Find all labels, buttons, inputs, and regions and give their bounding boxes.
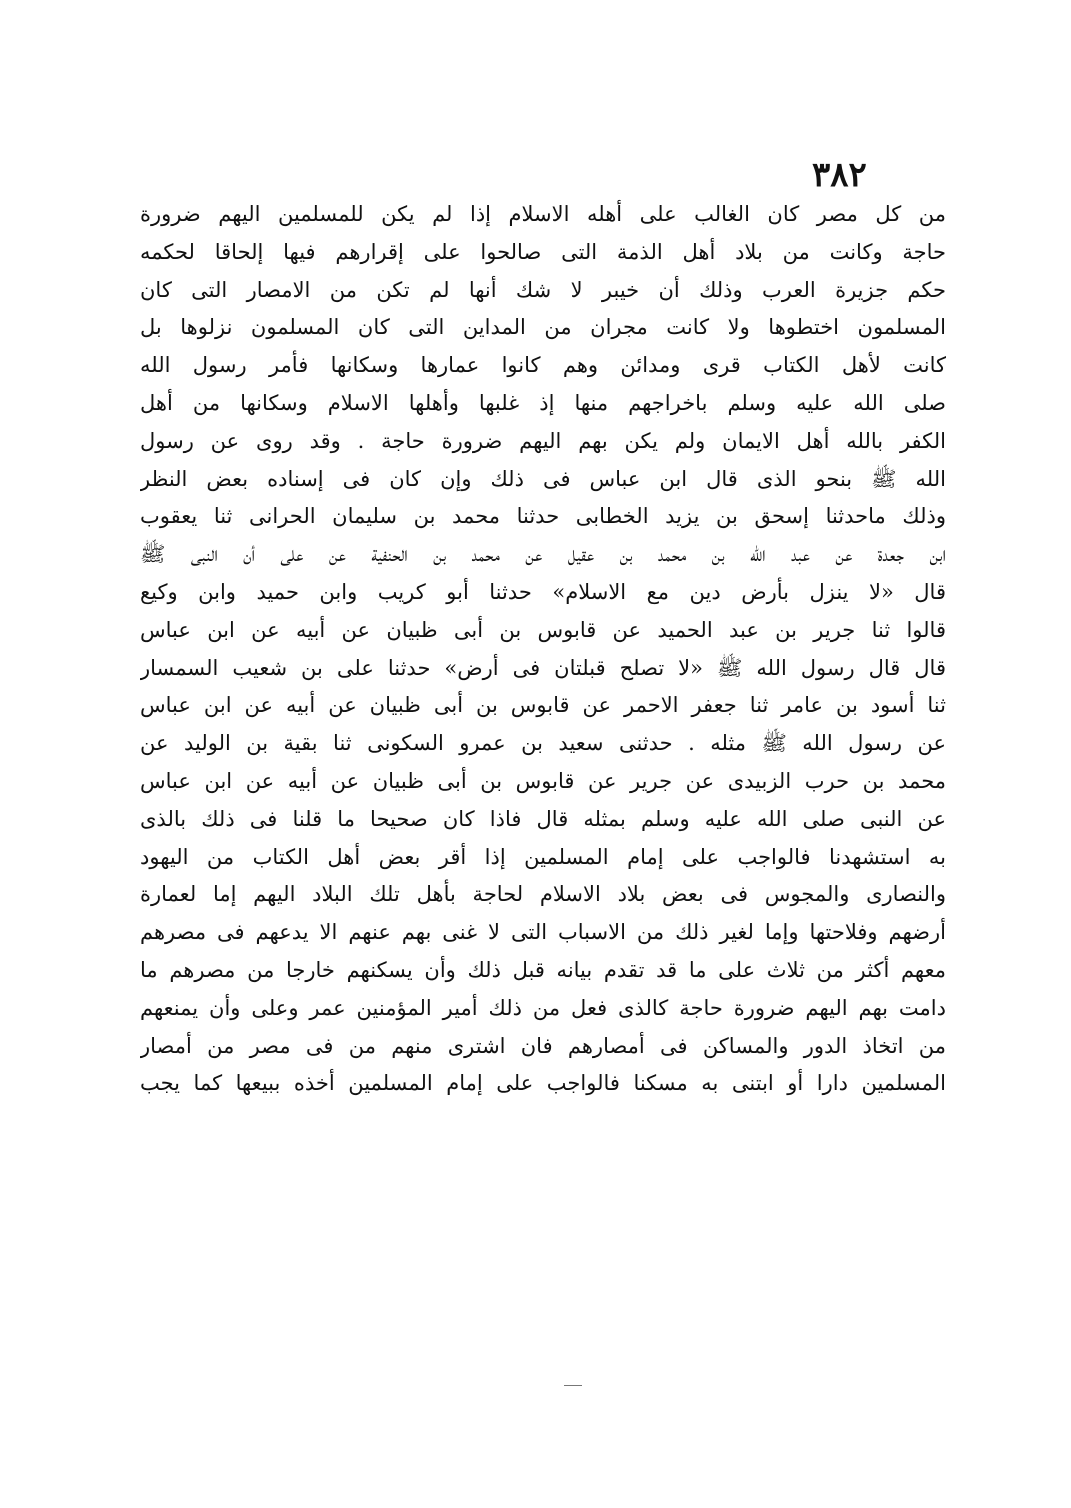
text-line-16: محمد بن حرب الزبيدى عن جرير عن قابوس بن أبى ظبيان عن أبيه عن ابن عباس [140,768,946,793]
text-line-9: وذلك ماحدثنا إسحق بن يزيد الخطابى حدثنا محمد بن سليمان الحرانى ثنا يعقوب [140,504,946,529]
text-line-23: من اتخاذ الدور والمساكن فى أمصارهم فان اشترى منهم من فى مصر من أمصار [140,1033,946,1058]
text-line-10: ابن جعدة عن عبد الله بن محمد بن عقيل عن محمد بن الحنفية عن على أن النبى ﷺ [140,542,946,567]
text-line-4: المسلمون اختطوها ولا كانت مجران من المداين التى كان المسلمون نزلوها بل [140,315,946,340]
text-line-13: قال قال رسول الله ﷺ «لا تصلح قبلتان فى أرض» حدثنا على بن شعيب السمسار [140,655,946,680]
text-line-17: عن النبى صلى الله عليه وسلم بمثله قال فاذا كان صحيحا ما قلنا فى ذلك بالذى [140,806,946,831]
text-line-1: من كل مصر كان الغالب على أهله الاسلام إذا لم يكن للمسلمين اليهم ضرورة [140,202,946,226]
text-line-5: كانت لأهل الكتاب قرى ومدائن وهم كانوا عمارها وسكانها فأمر رسول الله [140,353,946,378]
text-line-20: أرضهم وفلاحتها وإما لغير ذلك من الاسباب التى لا غنى بهم عنهم الا يدعهم فى مصرهم [140,920,946,945]
text-line-8: الله ﷺ بنحو الذى قال ابن عباس فى ذلك وإن كان فى إسناده بعض النظر [140,466,946,491]
text-line-22: دامت بهم اليهم ضرورة حاجة كالذى فعل من ذلك أمير المؤمنين عمر وعلى وأن يمنعهم [140,995,946,1020]
text-line-3: حكم جزيرة العرب وذلك أن خيبر لا شك أنها لم تكن من الامصار التى كان [140,277,946,302]
text-line-14: ثنا أسود بن عامر ثنا جعفر الاحمر عن قابوس بن أبى ظبيان عن أبيه عن ابن عباس [140,693,946,718]
text-line-18: به استشهدنا فالواجب على إمام المسلمين إذا أقر بعض أهل الكتاب من اليهود [140,844,946,869]
text-line-19: والنصارى والمجوس فى بعض بلاد الاسلام لحاجة بأهل تلك البلاد اليهم إما لعمارة [140,882,946,907]
text-line-7: الكفر بالله أهل الايمان ولم يكن بهم اليهم ضرورة حاجة . وقد روى عن رسول [140,428,946,453]
page-number: ٣٨٢ [812,155,867,195]
body-text [140,196,946,1103]
text-line-2: حاجة وكانت من بلاد أهل الذمة التى صالحوا على إقرارهم فيها إلحاقا لحكمه [140,239,946,264]
text-line-24: المسلمين دارا أو ابتنى به مسكنا فالواجب على إمام المسلمين أخذه ببيعها كما يجب [140,1071,946,1096]
footer-dash [564,1385,582,1386]
text-line-21: معهم أكثر من ثلاث على ما قد تقدم بيانه قبل ذلك وأن يسكنهم خارجا من مصرهم ما [140,957,946,982]
text-line-15: عن رسول الله ﷺ مثله . حدثنى سعيد بن عمرو السكونى ثنا بقية بن الوليد عن [140,731,946,756]
text-line-11: قال «لا ينزل بأرض دين مع الاسلام» حدثنا أبو كريب وابن حميد وابن وكيع [140,579,946,604]
text-line-12: قالوا ثنا جرير بن عبد الحميد عن قابوس بن أبى ظبيان عن أبيه عن ابن عباس [140,617,946,642]
text-line-6: صلى الله عليه وسلم باخراجهم منها إذ غلبها وأهلها الاسلام وسكانها من أهل [140,390,946,415]
